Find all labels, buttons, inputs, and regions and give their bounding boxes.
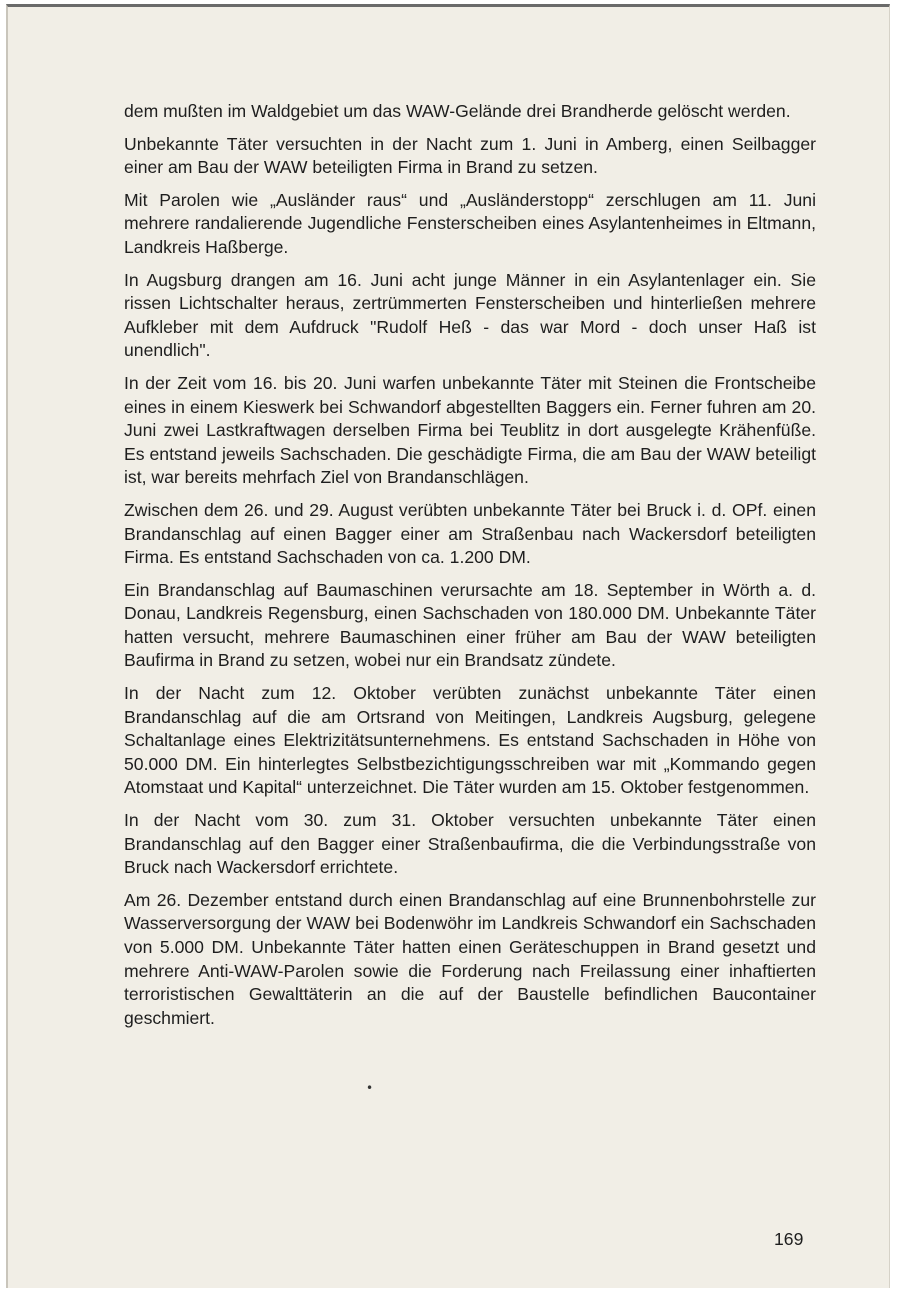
paragraph: In der Nacht vom 30. zum 31. Oktober versuchten unbekannte Täter einen Brandanschlag auf den Bagger einer Straßenbaufirma, die die Verbindungsstraße von Bruck nach Wackersdorf errichtete.	[124, 810, 816, 878]
paragraph: Am 26. Dezember entstand durch einen Brandanschlag auf eine Brunnenbohrstelle zur Wasserversorgung der WAW bei Bodenwöhr im Landkreis Schwandorf ein Sachschaden von 5.000 DM. Unbekannte Täter hatten einen Geräteschuppen in Brand gesetzt und mehrere Anti-WAW-Parolen sowie die Forderung nach Freilassung einer inhaftierten terroristischen Gewalttäterin an die auf der Baustelle befindlichen Baucontainer geschmiert.	[124, 889, 816, 1028]
paragraph: Mit Parolen wie „Ausländer raus“ und „Ausländerstopp“ zerschlugen am 11. Juni mehrere randalierende Jugendliche Fensterscheiben eines Asylantenheimes in Eltmann, Landkreis Haßberge.	[124, 189, 816, 257]
page-number: 169	[774, 1229, 804, 1249]
paragraph: Unbekannte Täter versuchten in der Nacht zum 1. Juni in Amberg, einen Seilbagger einer am Bau der WAW beteiligten Firma in Brand zu setzen.	[124, 133, 816, 178]
paragraph: dem mußten im Waldgebiet um das WAW-Gelände drei Brandherde gelöscht werden.	[124, 101, 791, 121]
paragraph: In der Zeit vom 16. bis 20. Juni warfen unbekannte Täter mit Steinen die Frontscheibe eines in einem Kieswerk bei Schwandorf abgestellten Baggers ein. Ferner fuhren am 20. Juni zwei Lastkraftwagen derselben Firma bei Teublitz in dort ausgelegte Krähenfüße. Es entstand jeweils Sachschaden. Die geschädigte Firma, die am Bau der WAW beteiligt ist, war bereits mehrfach Ziel von Brandanschlägen.	[124, 372, 816, 488]
paragraph: Ein Brandanschlag auf Baumaschinen verursachte am 18. September in Wörth a. d. Donau, Landkreis Regensburg, einen Sachschaden von 180.000 DM. Unbekannte Täter hatten versucht, mehrere Baumaschinen einer früher am Bau der WAW beteiligten Baufirma in Brand zu setzen, wobei nur ein Brandsatz zündete.	[124, 579, 816, 671]
paragraph: In Augsburg drangen am 16. Juni acht junge Männer in ein Asylantenlager ein. Sie rissen Lichtschalter heraus, zertrümmerten Fensterscheiben und hinterließen mehrere Aufkleber mit dem Aufdruck "Rudolf Heß - das war Mord - doch unser Haß ist unendlich".	[124, 269, 816, 361]
body-text	[124, 100, 816, 1039]
paragraph: Zwischen dem 26. und 29. August verübten unbekannte Täter bei Bruck i. d. OPf. einen Brandanschlag auf einen Bagger einer am Straßenbau nach Wackersdorf beteiligten Firma. Es entstand Sachschaden von ca. 1.200 DM.	[124, 499, 816, 568]
paragraph: In der Nacht zum 12. Oktober verübten zunächst unbekannte Täter einen Brandanschlag auf die am Ortsrand von Meitingen, Landkreis Augsburg, gelegene Schaltanlage eines Elektrizitätsunternehmens. Es entstand Sachschaden in Höhe von 50.000 DM. Ein hinterlegtes Selbstbezichtigungsschreiben war mit „Kommando gegen Atomstaat und Kapital“ unterzeichnet. Die Täter wurden am 15. Oktober festgenommen.	[124, 683, 816, 798]
section-end-bullet: •	[366, 1081, 374, 1095]
document-page	[6, 4, 890, 1288]
